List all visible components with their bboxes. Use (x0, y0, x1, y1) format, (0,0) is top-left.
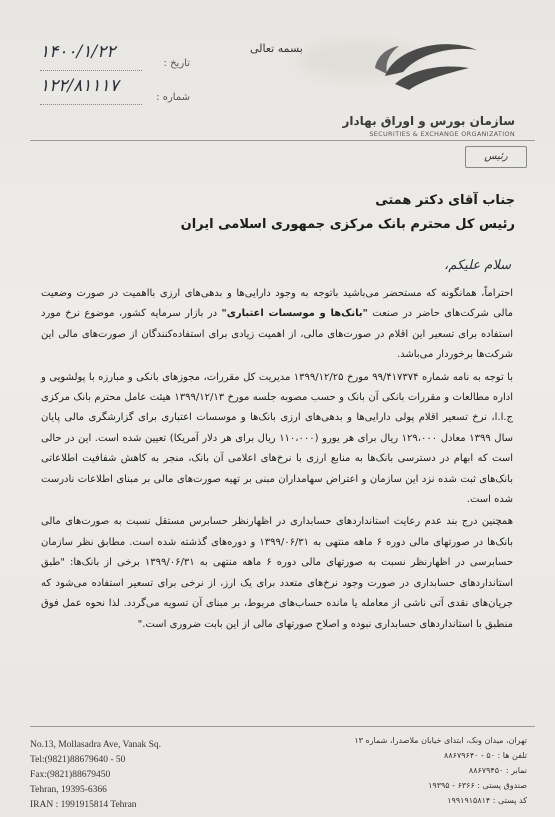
date-row (40, 42, 190, 76)
org-logo (342, 22, 537, 138)
bismillah: بسمه تعالی (250, 42, 303, 55)
footer-en-line: IRAN : 1991915814 Tehran (30, 800, 137, 810)
number-label: شماره : (156, 92, 190, 103)
footer-en-line: Fax:(9821)88679450 (30, 770, 111, 780)
footer-en-line: No.13, Mollasadra Ave, Vanak Sq. (30, 740, 162, 750)
number-underline (40, 104, 142, 105)
date-value: ۱۴۰۰/۱/۲۲ (40, 42, 116, 62)
org-name-en: SECURITIES & EXCHANGE ORGANIZATION (369, 130, 515, 138)
footer-fa-line: نمابر : ۸۸۶۷۹۴۵۰ (468, 766, 527, 775)
paragraph-1: احتراماً، همانگونه که مستحضر می‌باشید باتوجه به وجود دارایی‌ها و بدهی‌های ارزی بااهمیت در صورت وضعیت مالی شرکت‌های حاضر در صنعت "بانک‌ها و موسسات اعتباری" در بازار سرمایه کشور، موضوع نرخ مورد استفاده برای تسعیر این اقلام در صورت‌های مالی، از اهمیت زیادی برای استفاده‌کنندگان از صورت‌های مالی این شرکت‌ها برخوردار می‌باشد. (41, 288, 514, 361)
letter-body (41, 284, 513, 635)
footer-fa-line: کد پستی : ۱۹۹۱۹۱۵۸۱۴ (447, 796, 527, 805)
footer-fa-line: تهران، میدان ونک، ابتدای خیابان ملاصدرا، شماره ۱۳ (354, 736, 527, 745)
date-label: تاریخ : (163, 58, 190, 69)
footer-fa-line: صندوق پستی : ۶۳۶۶ - ۱۹۳۹۵ (428, 781, 527, 790)
paragraph-2: با توجه به نامه شماره ۹۹/۴۱۷۳۷۴ مورخ ۱۳۹۹/۱۲/۲۵ مدیریت کل مقررات، مجوزهای بانکی و مبارزه با پولشویی و اداره مطالعات و مقررات بانکی آن بانک و حسب مصوبه جلسه مورخ ۱۳۹۹/۱۲/۱۳ هیئت عامل محترم بانک مرکزی ج.ا.ا، نرخ تسعیر اقلام پولی دارایی‌ها و بدهی‌های ارزی بانک‌ها و موسسات اعتباری برای گزارشگری مالی پایان سال ۱۳۹۹ معادل ۱۲۹،۰۰۰ ریال برای هر یورو (۱۱۰،۰۰۰ ریال برای هر دلار آمریکا) تعیین شده است. این در حالی است که ابهام در دسترسی بانک‌ها به منابع ارزی با نرخ‌های اعلامی آن بانک، منجر به کاهش شفافیت اطلاعاتی بانک‌های ثبت شده نزد این سازمان و اعتراض سهامداران مبنی بر تهیه صورت‌های مالی بر مبنای اطلاعات نادرست شده است. (41, 371, 514, 506)
footer-fa-line: تلفن ها : ۵۰ - ۸۸۶۷۹۶۴۰ (444, 751, 527, 760)
org-name-fa: سازمان بورس و اوراق بهادار (342, 114, 515, 128)
paragraph-1-emphasis: "بانک‌ها و موسسات اعتباری" (221, 308, 368, 320)
footer-divider (30, 726, 535, 727)
footer-en-line: Tehran, 19395-6366 (30, 785, 107, 795)
letter-meta (40, 42, 190, 110)
ra-ees-stamp: رئیس (465, 146, 527, 168)
addressee-name: جناب آقای دکتر همتی (375, 193, 515, 208)
number-value: ۱۲۲/۸۱۱۱۷ (40, 76, 119, 96)
addressee-title: رئیس کل محترم بانک مرکزی جمهوری اسلامی ایران (180, 217, 515, 232)
number-row (40, 76, 190, 110)
footer-en-line: Tel:(9821)88679640 - 50 (30, 755, 126, 765)
footer-address-en (30, 738, 161, 813)
paragraph-3: همچنین درج بند عدم رعایت استانداردهای حسابداری در اظهارنظر حسابرس مستقل نسبت به صورت‌های مالی بانک‌ها در صورتهای مالی دوره ۶ ماهه منتهی به ۱۳۹۹/۰۶/۳۱ و دوره‌های گذشته شده است. مطابق نظر سازمان حسابرسی در اظهارنظر نسبت به صورتهای مالی دوره ۶ ماهه منتهی به ۱۳۹۹/۰۶/۳۱ برخی از بانک‌ها: "طبق استانداردهای حسابداری در صورت وجود نرخ‌های متعدد برای یک ارز، از نرخی برای تسعیر استفاده می‌شود که جریان‌های نقدی آتی ناشی از معامله یا مانده حساب‌های مربوط، بر مبنای آن تسویه می‌گردد. لذا نحوه عمل فوق منطبق با استانداردهای حسابداری نبوده و اصلاح صورتهای مالی از این بابت ضروری است." (41, 516, 513, 630)
header-divider (30, 140, 535, 141)
date-underline (40, 70, 142, 71)
footer-address-fa (327, 733, 527, 808)
greeting: سلام علیکم، (444, 258, 511, 273)
seo-logo-icon (365, 28, 485, 98)
